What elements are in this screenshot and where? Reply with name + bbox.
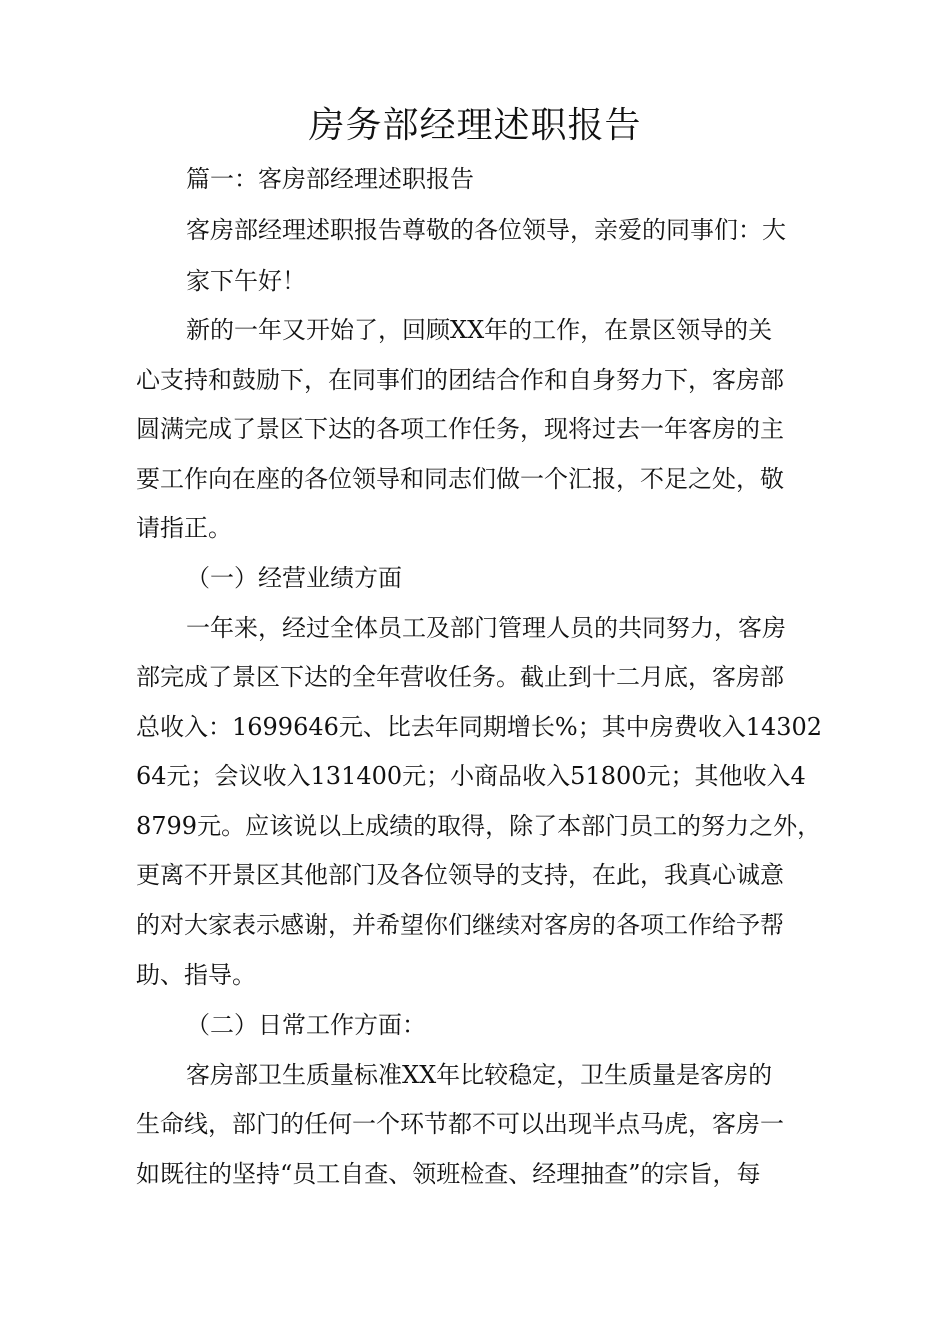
paragraph-line: 客房部经理述职报告尊敬的各位领导，亲爱的同事们：大 <box>186 216 786 244</box>
document-title: 房务部经理述职报告 <box>308 105 642 146</box>
paragraph-line: 更离不开景区其他部门及各位领导的支持，在此，我真心诚意 <box>136 861 784 889</box>
paragraph-line: 总收入：1699646元、比去年同期增长%；其中房费收入14302 <box>136 713 823 741</box>
paragraph-line: 如既往的坚持“员工自查、领班检查、经理抽查”的宗旨，每 <box>136 1160 761 1188</box>
paragraph-line: 心支持和鼓励下，在同事们的团结合作和自身努力下，客房部 <box>136 366 784 394</box>
paragraph-line: 64元；会议收入131400元；小商品收入51800元；其他收入4 <box>136 762 806 790</box>
paragraph-line: 要工作向在座的各位领导和同志们做一个汇报，不足之处，敬 <box>136 465 784 493</box>
section-heading: （二）日常工作方面： <box>186 1011 426 1039</box>
paragraph-line: 家下午好！ <box>186 267 306 295</box>
paragraph-line: 助、指导。 <box>136 961 256 989</box>
paragraph-line: 客房部卫生质量标准XX年比较稳定，卫生质量是客房的 <box>186 1061 773 1089</box>
paragraph-line: 生命线，部门的任何一个环节都不可以出现半点马虎，客房一 <box>136 1110 784 1138</box>
paragraph-line: 请指正。 <box>136 514 232 542</box>
paragraph-line: 8799元。应该说以上成绩的取得，除了本部门员工的努力之外， <box>136 812 822 840</box>
paragraph-line: 一年来，经过全体员工及部门管理人员的共同努力，客房 <box>186 614 786 642</box>
paragraph-line: 的对大家表示感谢，并希望你们继续对客房的各项工作给予帮 <box>136 911 784 939</box>
paragraph-line: 篇一：客房部经理述职报告 <box>186 165 474 193</box>
paragraph-line: 圆满完成了景区下达的各项工作任务，现将过去一年客房的主 <box>136 415 784 443</box>
section-heading: （一）经营业绩方面 <box>186 564 402 592</box>
paragraph-line: 部完成了景区下达的全年营收任务。截止到十二月底，客房部 <box>136 663 784 691</box>
paragraph-line: 新的一年又开始了，回顾XX年的工作，在景区领导的关 <box>186 316 773 344</box>
